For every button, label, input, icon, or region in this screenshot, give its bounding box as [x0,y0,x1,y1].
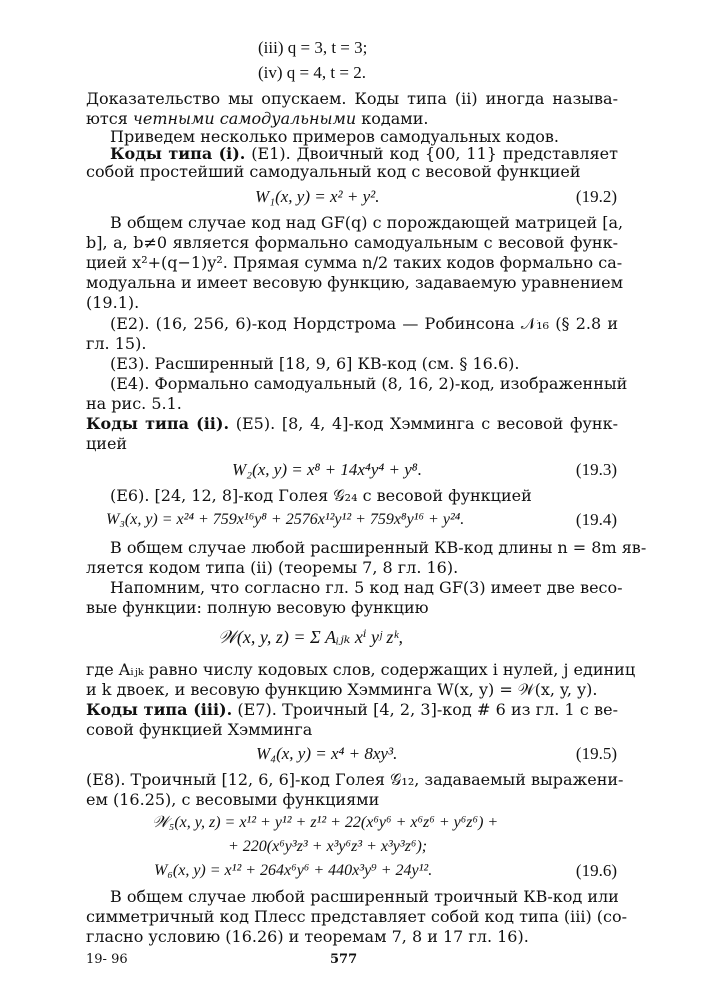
text-line: (E6). [24, 12, 8]-код Голея 𝒢₂₄ с весовой функцией [110,486,532,505]
text-line: ем (16.25), с весовыми функциями [86,790,380,809]
text-line: В общем случае любой расширенный троичный КВ-код или [110,887,619,906]
text-line: (E8). Троичный [12, 6, 6]-код Голея 𝒢₁₂, задаваемый выражени- [86,770,624,789]
text-line: (E4). Формально самодуальный (8, 16, 2)-код, изображенный [110,374,628,393]
text-line: собой простейший самодуальный код с весовой функцией [86,162,581,181]
equation-number: (19.6) [575,861,617,880]
text-line: гласно условию (16.26) и теоремам 7, 8 и 17 гл. 16). [86,927,529,946]
equation-19-3: W₂(x, y) = x⁸ + 14x⁴y⁴ + y⁸. [232,460,422,479]
text-line: Коды типа (i). (E1). Двоичный код {00, 11} представляет [110,144,618,163]
section-heading-type-ii: Коды типа (ii). [86,414,230,433]
text-line: и k двоек, и весовую функцию Хэмминга W(x, y) = 𝒲(x, y, y). [86,680,598,699]
equation-number: (19.3) [575,460,617,479]
text-line: (E3). Расширенный [18, 9, 6] КВ-код (см. § 16.6). [110,354,520,373]
text-line: симметричный код Плесс представляет собой код типа (iii) (со- [86,907,628,926]
text-line: (E2). (16, 256, 6)-код Нордстрома — Робинсона 𝒩₁₆ (§ 2.8 и [110,314,618,333]
equation-19-4: W₃(x, y) = x²⁴ + 759x¹⁶y⁸ + 2576x¹²y¹² + 759x⁸y¹⁶ + y²⁴. [106,511,465,528]
text-line: Напомним, что согласно гл. 5 код над GF(3) имеет две весо- [110,578,623,597]
text-line: на рис. 5.1. [86,394,182,413]
text-line: Коды типа (iii). (E7). Троичный [4, 2, 3]-код # 6 из гл. 1 с ве- [86,700,619,719]
text-line: цией [86,434,128,453]
text-line: (19.1). [86,293,140,312]
text-line: ются четными самодуальными кодами. [86,109,429,128]
text-line: вые функции: полную весовую функцию [86,598,429,617]
signature-mark: 19- 96 [86,952,128,967]
text-line: гл. 15). [86,334,147,353]
emphasis-term: четными самодуальными [132,109,357,128]
equation-19-5: W₄(x, y) = x⁴ + 8xy³. [256,744,398,763]
text-line: где Aᵢⱼₖ равно числу кодовых слов, содержащих i нулей, j единиц [86,660,636,679]
section-heading-type-iii: Коды типа (iii). [86,700,233,719]
text-line: ляется кодом типа (ii) (теоремы 7, 8 гл. 16). [86,558,459,577]
section-heading-type-i: Коды типа (i). [110,144,246,163]
text-line: b], a, b≠0 является формально самодуальным с весовой функ- [86,233,618,252]
text-line: В общем случае любой расширенный КВ-код длины n = 8m яв- [110,538,647,557]
equation-19-2: W₁(x, y) = x² + y². [255,187,380,206]
equation-number: (19.5) [575,744,617,763]
text-line: Коды типа (ii). (E5). [8, 4, 4]-код Хэмминга с весовой функ- [86,414,618,433]
text-line: Приведем несколько примеров самодуальных кодов. [110,127,559,146]
text-line: цией x²+(q−1)y². Прямая сумма n/2 таких кодов формально са- [86,253,623,272]
equation-19-6: W₆(x, y) = x¹² + 264x⁶y⁶ + 440x³y⁹ + 24y¹². [154,862,433,879]
text-line: совой функцией Хэмминга [86,720,313,739]
text-line: Доказательство мы опускаем. Коды типа (ii) иногда называ- [86,89,618,108]
condition-iv: (iv) q = 4, t = 2. [258,63,366,82]
page-number: 577 [330,952,358,967]
equation-complete-weight-w5-cont: + 220(x⁶y³z³ + x³y⁶z³ + x³y³z⁶); [228,838,428,855]
equation-number: (19.4) [575,510,617,529]
equation-number: (19.2) [575,187,617,206]
text-line: В общем случае код над GF(q) с порождающей матрицей [a, [110,213,624,232]
equation-complete-weight-w5: 𝒲₅(x, y, z) = x¹² + y¹² + z¹² + 22(x⁶y⁶ + x⁶z⁶ + y⁶z⁶) + [152,814,499,831]
condition-iii: (iii) q = 3, t = 3; [258,38,368,57]
equation-complete-weight: 𝒲(x, y, z) = Σ Aᵢⱼₖ xⁱ yʲ zᵏ, [218,627,403,647]
text-line: модуальна и имеет весовую функцию, задаваемую уравнением [86,273,624,292]
